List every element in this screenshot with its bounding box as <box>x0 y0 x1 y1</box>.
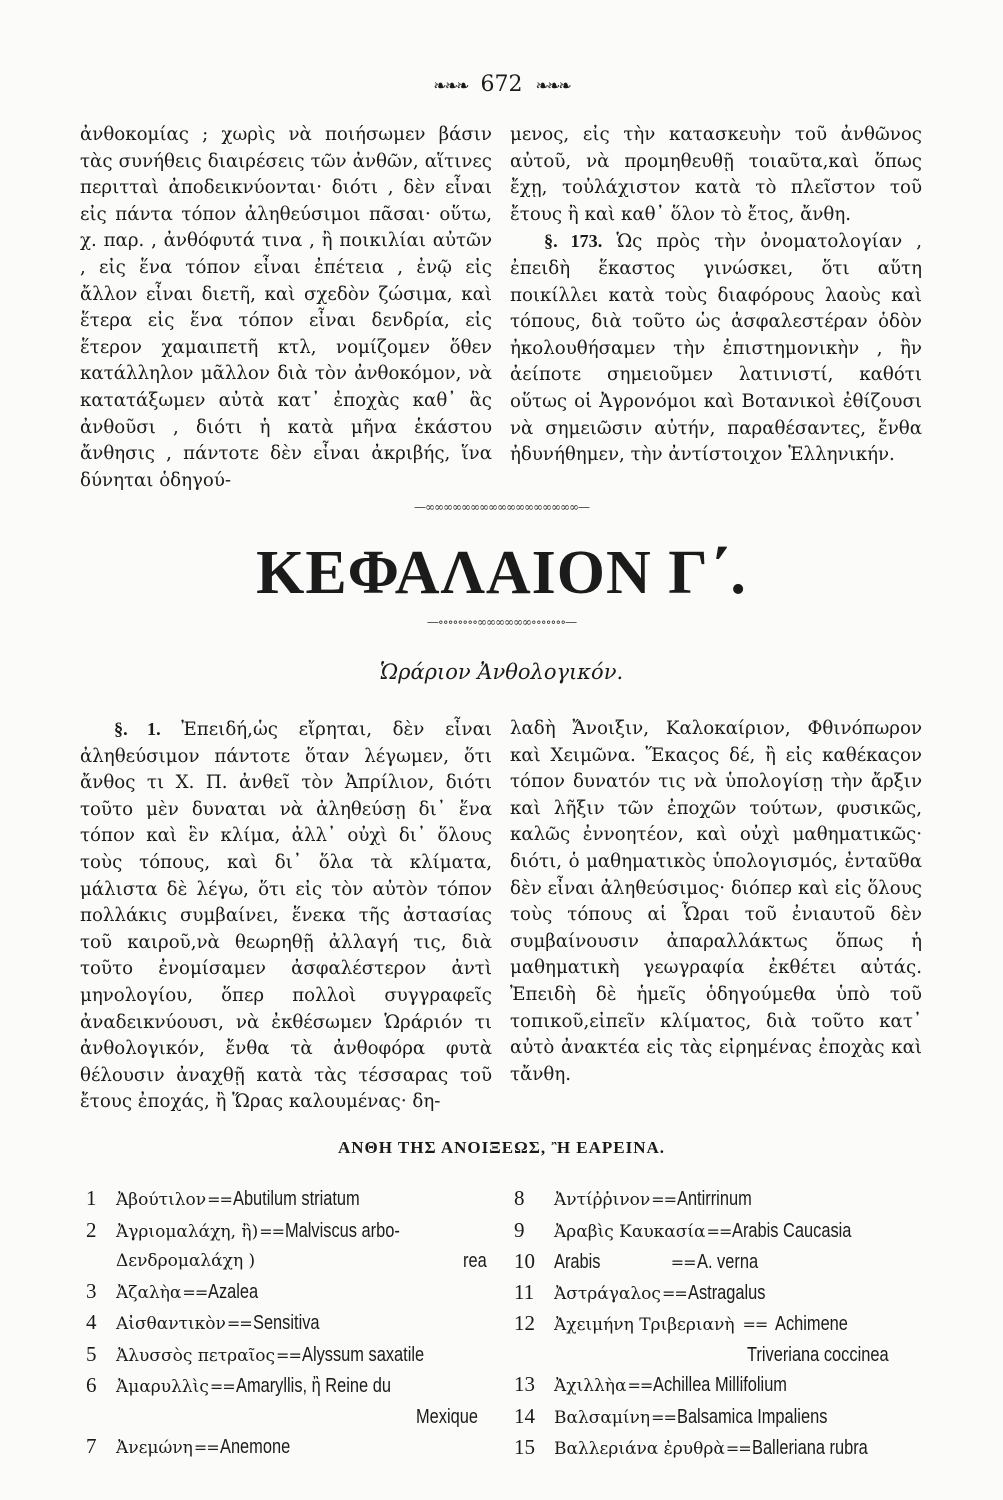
ornament-right: ❧❧❧ <box>535 76 570 95</box>
list-item: 6 Ἀμαρυλλὶς==Amaryllis, ἢ Reine du <box>86 1373 391 1397</box>
list-item: 12 Ἀχειμήνη Τριβεριανὴ == Achimene <box>514 1311 849 1335</box>
list-heading: ΑΝΘΗ ΤΗΣ ΑΝΟΙΞΕΩΣ, Ἢ ΕΑΡΕΙΝΑ. <box>337 1138 666 1157</box>
paragraph-section-173 <box>510 228 922 468</box>
paragraph-text: Ὡς πρὸς τὴν ὀνοματολογίαν , ἐπειδὴ ἕκαστος γινώσκει, ὅτι αὕτη ποικίλλει κατὰ τοὺς διαφόρους λαοὺς καὶ τόπους, διὰ τοῦτο ὡς ἀσφαλεστέραν ὁδὸν ἠκολουθήσαμεν τὴν ἐπιστημονικὴν , ἣν ἀείποτε σημειοῦμεν λατινιστί, καθότι οὕτως οἱ Ἀγρονόμοι καὶ Βοτανικοὶ ἐθίζουσι νὰ σημειῶσιν αὐτήν, παραθέσαντες, ἔνθα ἠδυνήθημεν, τὴν ἀντίστοιχον Ἑλληνικήν. <box>510 231 922 466</box>
column-right-bottom <box>510 716 922 1088</box>
list-item-continuation: Mexique <box>416 1405 479 1428</box>
list-item: 5 Ἀλυσσὸς πετραῖος==Alyssum saxatile <box>86 1341 424 1366</box>
column-left-top <box>80 122 492 494</box>
list-item: 10 Arabis ==A. verna <box>514 1249 758 1273</box>
paragraph-text: Ἐπειδή,ὡς εἴρηται, δὲν εἶναι ἀληθεύσιμον πάντοτε ὅταν λέγωμεν, ὅτι ἄνθος τι Χ. Π. ἀνθεῖ τὸν Ἀπρίλιον, διότι τοῦτο μὲν δυναται νὰ ἀληθεύσῃ δι᾽ ἕνα τόπον καὶ ἓν κλίμα, ἀλλ᾽ οὐχὶ δι᾽ ὅλους τοὺς τόπους, καὶ δι᾽ ὅλα τὰ κλίματα, μάλιστα δὲ λέγω, ὅτι εἰς τὸν αὐτὸν τόπον πολλάκις συμβαίνει, ἕνεκα τῆς ἀστασίας τοῦ καιροῦ,νὰ θεωρηθῇ ἀλλαγή τις, διὰ τοῦτο ἐνομίσαμεν ἀσφαλέστερον ἀντὶ μηνολογίου, ὅπερ πολλοὶ συγγραφεῖς ἀναδεικνύουσι, νὰ ἐκθέσωμεν Ὡράριόν τι ἀνθολογικόν, ἔνθα τὰ ἀνθοφόρα φυτὰ θέλουσιν ἀναχθῇ κατὰ τὰς τέσσαρας τοῦ ἔτους ἐποχάς, ἢ Ὥρας καλουμένας· δη- <box>80 719 492 1113</box>
paragraph: λαδὴ Ἄνοιξιν, Καλοκαίριον, Φθινόπωρον καὶ Χειμῶνα. Ἕκαςος δέ, ἢ εἰς καθέκαςον τόπον δυνατόν τις νὰ ὑπολογίσῃ τὴν ἄρξιν καὶ λῆξιν τῶν ἐποχῶν τούτων, φυσικῶς, καλῶς ἐννοητέον, καὶ οὐχὶ μαθηματικῶς· διότι, ὁ μαθηματικὸς ὑπολογισμός, ἐνταῦθα δὲν εἶναι ἀληθεύσιμος· διόπερ καὶ εἰς ὅλους τοὺς τόπους αἱ Ὧραι τοῦ ἐνιαυτοῦ δὲν συμβαίνουσιν ἀπαραλλάκτως ὅπως ἡ μαθηματικὴ γεωγραφία ἐκθέτει αὐτάς. Ἐπειδὴ δὲ ἡμεῖς ὁδηγούμεθα ὑπὸ τοῦ τοπικοῦ,εἰπεῖν κλίματος, διὰ τοῦτο κατ᾽ αὐτὸ ἀνακτέα εἰς τὰς εἰρημένας ἐποχὰς καὶ τἄνθη. <box>510 718 922 1085</box>
paragraph: ἀνθοκομίας ; χωρὶς νὰ ποιήσωμεν βάσιν τὰς συνήθεις διαιρέσεις τῶν ἀνθῶν, αἵτινες περιτταὶ ἀποδεικνύονται· διότι , δὲν εἶναι εἰς πάντα τόπον ἀληθεύσιμοι πᾶσαι· οὕτω, χ. παρ. , ἀνθόφυτά τινα , ἢ ποικιλίαι αὐτῶν , εἰς ἕνα τόπον εἶναι ἐπέτεια , ἐνῷ εἰς ἄλλον εἶναι διετῆ, καὶ σχεδὸν ζώσιμα, καὶ ἕτερα εἰς ἕνα τόπον εἶναι δενδρία, εἰς ἕτερον χαμαιπετῆ κτλ, νομίζομεν ὅθεν κατάλληλον μᾶλλον διὰ τὸν ἀνθοκόμον, νὰ κατατάξωμεν αὐτὰ κατ᾽ ἐποχὰς καθ᾽ ἃς ἀνθοῦσι , διότι ἡ κατὰ μῆνα ἑκάστου ἄνθησις , πάντοτε δὲν εἶναι ἀκριβής, ἵνα δύνηται ὁδηγού- <box>80 124 492 491</box>
column-left-bottom <box>80 716 492 1116</box>
list-item: 1 Ἀβούτιλον==Abutilum striatum <box>86 1186 360 1210</box>
list-item-continuation: Triveriana coccinea <box>747 1343 889 1366</box>
section-marker: §. 173. <box>544 231 603 252</box>
section-marker: §. 1. <box>114 719 161 739</box>
column-right-top <box>510 122 922 469</box>
list-item: 7 Ἀνεμώνη==Anemone <box>86 1434 290 1458</box>
list-item: 15 Βαλλεριάνα ἐρυθρὰ==Balleriana rubra <box>514 1435 868 1459</box>
paragraph: μενος, εἰς τὴν κατασκευὴν τοῦ ἀνθῶνος αὐτοῦ, νὰ προμηθευθῇ τοιαῦτα,καὶ ὅπως ἔχῃ, τοὐλάχιστον κατὰ τὸ πλεῖστον τοῦ ἔτους ἢ καὶ καθ᾽ ὅλον τὸ ἔτος, ἄνθη. <box>510 124 922 225</box>
page-header <box>0 72 1003 97</box>
page-number: 672 <box>480 72 523 97</box>
decorative-rule: —∞∞∞∞∞∞∞∞∞∞∞∞∞∞∞∞∞— <box>414 500 589 514</box>
list-item-continuation: Δενδρομαλάχη ) rea <box>116 1250 487 1272</box>
list-item: 13 Ἀχιλλὴα==Achillea Millifolium <box>514 1372 788 1396</box>
flower-list-right <box>514 1184 934 1465</box>
paragraph-section-1 <box>80 716 492 1116</box>
decorative-rule: —∘∘∘∘∘∘∘∘∞∞∞∞∞∞∘∘∘∘∘∘∘— <box>426 615 577 629</box>
chapter-title: ΚΕΦΑΛΑΙΟΝ Γ΄. <box>256 539 747 607</box>
flower-list-left <box>86 1184 506 1464</box>
chapter-subtitle: Ὡράριον Ἀνθολογικόν. <box>379 660 624 684</box>
list-item: 11 Ἀστράγαλος==Astragalus <box>514 1279 766 1304</box>
list-item: 3 Ἀζαλὴα==Azalea <box>86 1278 259 1303</box>
list-item: 14 Βαλσαμίνη==Balsamica Impaliens <box>514 1403 828 1428</box>
list-item: 8 Ἀντίῤῥινον==Antirrinum <box>514 1186 752 1210</box>
list-item: 9 Ἀραβὶς Καυκασία==Arabis Caucasia <box>514 1217 852 1242</box>
ornament-left: ❧❧❧ <box>433 76 468 95</box>
list-item: 4 Αἰσθαντικὸν==Sensitiva <box>86 1310 320 1334</box>
list-item: 2 Ἀγριομαλάχη, ἢ)==Malviscus arbo- <box>86 1217 400 1242</box>
